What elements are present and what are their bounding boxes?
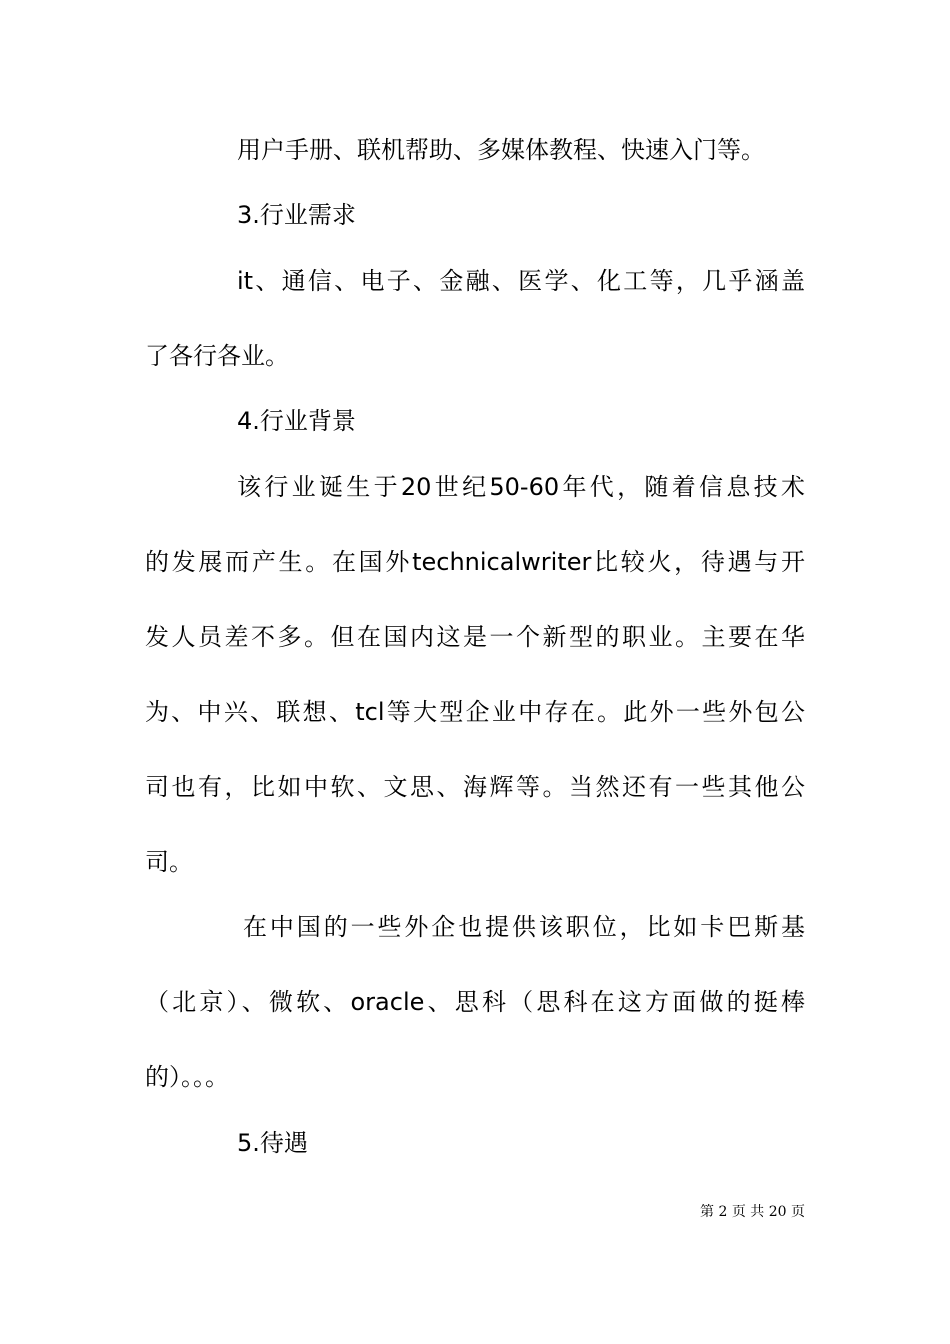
paragraph-line-13: （北京）、微软、oracle、思科（思科在这方面做的挺棒 bbox=[145, 988, 805, 1016]
paragraph-line-12: 在中国的一些外企也提供该职位，比如卡巴斯基 bbox=[243, 913, 805, 941]
paragraph-line-8: 发人员差不多。但在国内这是一个新型的职业。主要在华 bbox=[145, 623, 805, 651]
paragraph-line-3: it、通信、电子、金融、医学、化工等，几乎涵盖 bbox=[237, 267, 805, 295]
paragraph-line-6: 该行业诞生于20世纪50-60年代，随着信息技术 bbox=[237, 473, 805, 501]
paragraph-line-11: 司。 bbox=[145, 848, 193, 876]
section-heading-industry-background: 4.行业背景 bbox=[237, 407, 356, 435]
paragraph-line-14: 的）。。。 bbox=[145, 1063, 229, 1091]
paragraph-line-4: 了各行各业。 bbox=[145, 342, 289, 370]
paragraph-line-9: 为、中兴、联想、tcl等大型企业中存在。此外一些外包公 bbox=[145, 698, 805, 726]
section-heading-compensation: 5.待遇 bbox=[237, 1129, 308, 1157]
page-number-footer: 第 2 页 共 20 页 bbox=[700, 1204, 805, 1220]
paragraph-line-10: 司也有，比如中软、文思、海辉等。当然还有一些其他公 bbox=[145, 773, 805, 801]
paragraph-line-7: 的发展而产生。在国外technicalwriter比较火，待遇与开 bbox=[145, 548, 805, 576]
paragraph-line-1: 用户手册、联机帮助、多媒体教程、快速入门等。 bbox=[237, 136, 765, 164]
section-heading-industry-demand: 3.行业需求 bbox=[237, 201, 356, 229]
